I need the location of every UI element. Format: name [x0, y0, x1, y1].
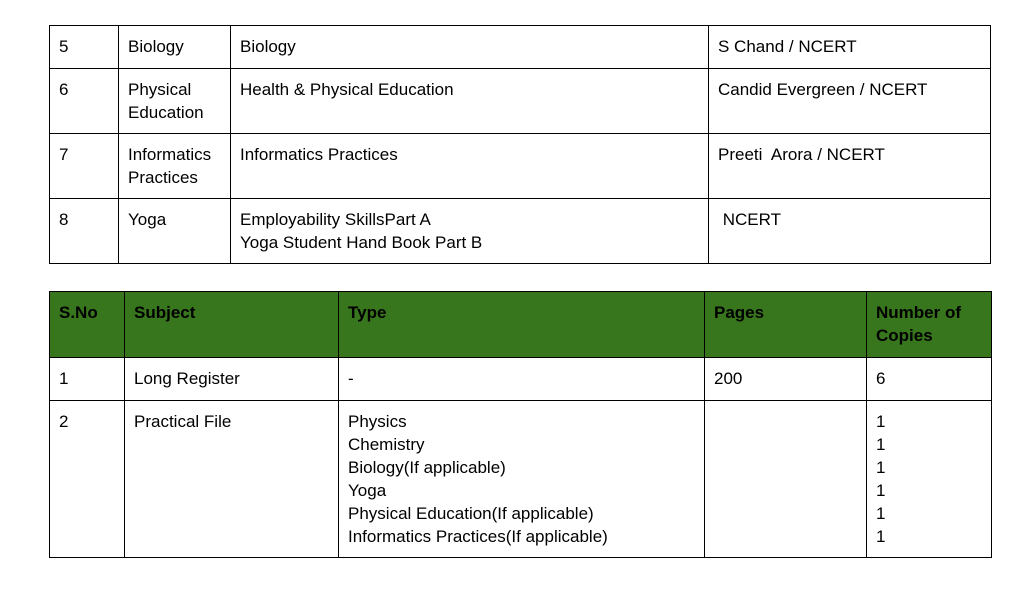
sno-cell: 1	[50, 358, 125, 401]
copies-cell: 6	[867, 358, 992, 401]
column-header-pages: Pages	[705, 292, 867, 358]
table-row	[50, 69, 991, 134]
column-header-subject: Subject	[125, 292, 339, 358]
pages-cell	[705, 401, 867, 558]
sno-cell: 8	[50, 199, 119, 264]
sno-cell: 2	[50, 401, 125, 558]
type-cell: Physics Chemistry Biology(If applicable) Yoga Physical Education(If applicable) Informatics Practices(If applicable)	[339, 401, 705, 558]
column-header-copies: Number of Copies	[867, 292, 992, 358]
subject-cell: Informatics Practices	[119, 134, 231, 199]
subject-cell: Physical Education	[119, 69, 231, 134]
subject-cell: Practical File	[125, 401, 339, 558]
publisher-cell: S Chand / NCERT	[709, 26, 991, 69]
table-row	[50, 134, 991, 199]
table-row	[50, 199, 991, 264]
pages-cell: 200	[705, 358, 867, 401]
sno-cell: 5	[50, 26, 119, 69]
publisher-cell: NCERT	[709, 199, 991, 264]
subject-cell: Biology	[119, 26, 231, 69]
subject-cell: Yoga	[119, 199, 231, 264]
publisher-cell: Preeti Arora / NCERT	[709, 134, 991, 199]
subject-cell: Long Register	[125, 358, 339, 401]
book-title-cell: Biology	[231, 26, 709, 69]
type-cell: -	[339, 358, 705, 401]
stationery-table	[49, 291, 992, 558]
table-header-row	[50, 292, 992, 358]
table-row	[50, 358, 992, 401]
book-title-cell: Informatics Practices	[231, 134, 709, 199]
book-title-cell: Employability SkillsPart A Yoga Student Hand Book Part B	[231, 199, 709, 264]
book-title-cell: Health & Physical Education	[231, 69, 709, 134]
table-row	[50, 26, 991, 69]
table-row	[50, 401, 992, 558]
publisher-cell: Candid Evergreen / NCERT	[709, 69, 991, 134]
copies-cell: 1 1 1 1 1 1	[867, 401, 992, 558]
column-header-type: Type	[339, 292, 705, 358]
sno-cell: 6	[50, 69, 119, 134]
books-table	[49, 25, 991, 264]
column-header-sno: S.No	[50, 292, 125, 358]
sno-cell: 7	[50, 134, 119, 199]
